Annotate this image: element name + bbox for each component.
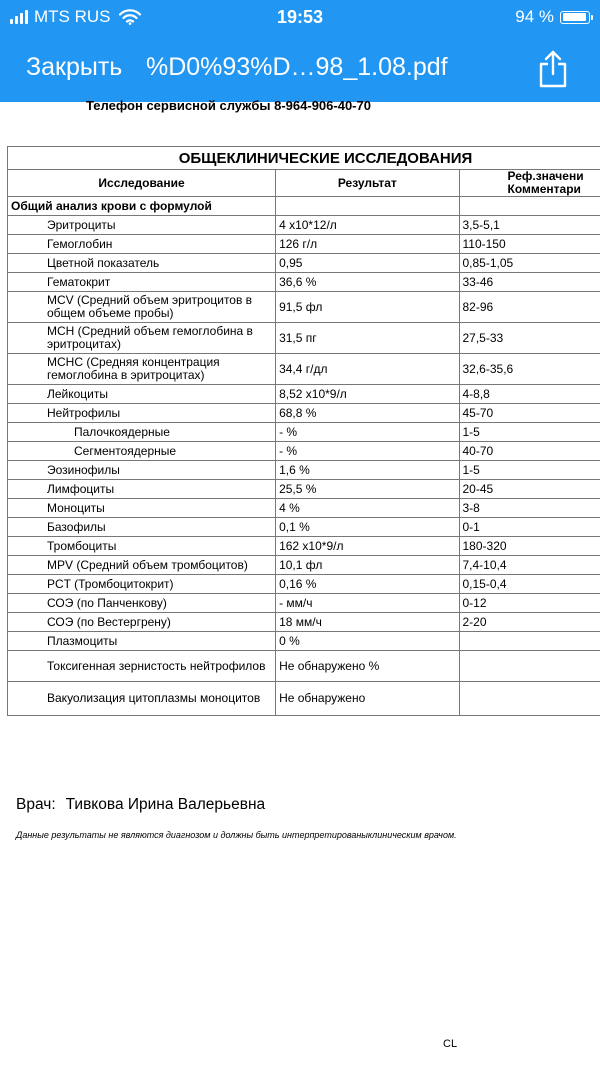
test-reference: 0-12	[459, 594, 600, 613]
test-name: СОЭ (по Панченкову)	[8, 594, 276, 613]
top-bar	[0, 0, 600, 102]
test-reference: 1-5	[459, 461, 600, 480]
battery-icon	[560, 11, 590, 24]
table-row	[8, 323, 600, 354]
test-name: Базофилы	[8, 518, 276, 537]
test-result: 0 %	[276, 632, 459, 651]
test-name: Плазмоциты	[8, 632, 276, 651]
test-name: Моноциты	[8, 499, 276, 518]
document-title: %D0%93%D…98_1.08.pdf	[146, 53, 448, 81]
test-name: Цветной показатель	[8, 254, 276, 273]
test-reference: 32,6-35,6	[459, 354, 600, 385]
table-row	[8, 556, 600, 575]
table-row	[8, 423, 600, 442]
header-ref-line1: Реф.значени	[507, 169, 584, 183]
header-test: Исследование	[8, 170, 276, 197]
clock: 19:53	[276, 7, 324, 27]
test-reference: 0-1	[459, 518, 600, 537]
table-row	[8, 613, 600, 632]
test-reference	[459, 632, 600, 651]
test-reference: 82-96	[459, 292, 600, 323]
section-title: Общий анализ крови с формулой	[8, 197, 276, 216]
header-result: Результат	[276, 170, 459, 197]
test-result: 1,6 %	[276, 461, 459, 480]
header-ref	[459, 170, 600, 197]
test-reference: 0,15-0,4	[459, 575, 600, 594]
test-name: Токсигенная зернистость нейтрофилов	[8, 651, 276, 682]
table-row	[8, 385, 600, 404]
test-result: 25,5 %	[276, 480, 459, 499]
test-reference: 0,85-1,05	[459, 254, 600, 273]
test-result: 10,1 фл	[276, 556, 459, 575]
table-row	[8, 537, 600, 556]
test-result: 0,95	[276, 254, 459, 273]
test-reference: 33-46	[459, 273, 600, 292]
test-name: Нейтрофилы	[8, 404, 276, 423]
table-row	[8, 235, 600, 254]
test-name: MPV (Средний объем тромбоцитов)	[8, 556, 276, 575]
doctor-name: Тивкова Ирина Валерьевна	[65, 796, 266, 813]
test-reference: 2-20	[459, 613, 600, 632]
test-reference: 3,5-5,1	[459, 216, 600, 235]
table-row	[8, 518, 600, 537]
table-row	[8, 461, 600, 480]
test-result: Не обнаружено %	[276, 651, 459, 682]
table-row	[8, 442, 600, 461]
test-name: Гемоглобин	[8, 235, 276, 254]
pdf-page[interactable]	[0, 98, 600, 1066]
test-name: СОЭ (по Вестергрену)	[8, 613, 276, 632]
test-result: 0,16 %	[276, 575, 459, 594]
test-result: Не обнаружено	[276, 682, 459, 716]
header-ref-line2: Комментари	[507, 182, 581, 196]
results-table	[7, 146, 600, 716]
doctor-label: Врач:	[16, 796, 56, 813]
test-result: 162 x10*9/л	[276, 537, 459, 556]
battery-percent: 94 %	[515, 7, 554, 26]
test-name: Вакуолизация цитоплазмы моноцитов	[8, 682, 276, 716]
disclaimer: Данные результаты не являются диагнозом и должны быть интерпретированыклиническим врачом.	[16, 830, 457, 840]
results-rows	[8, 216, 600, 716]
test-result: 31,5 пг	[276, 323, 459, 354]
test-reference: 1-5	[459, 423, 600, 442]
test-name: Лейкоциты	[8, 385, 276, 404]
carrier-label: MTS RUS	[34, 7, 111, 26]
test-reference: 4-8,8	[459, 385, 600, 404]
table-row	[8, 216, 600, 235]
test-result: 126 г/л	[276, 235, 459, 254]
table-row	[8, 292, 600, 323]
table-title: ОБЩЕКЛИНИЧЕСКИЕ ИССЛЕДОВАНИЯ	[8, 147, 600, 170]
test-result: 4 x10*12/л	[276, 216, 459, 235]
test-name: Эритроциты	[8, 216, 276, 235]
test-reference: 27,5-33	[459, 323, 600, 354]
table-row	[8, 404, 600, 423]
table-row	[8, 682, 600, 716]
test-reference: 110-150	[459, 235, 600, 254]
table-row	[8, 632, 600, 651]
test-name: MCHC (Средняя концентрация гемоглобина в эритроцитах)	[8, 354, 276, 385]
test-reference: 20-45	[459, 480, 600, 499]
navigation-bar	[0, 40, 600, 96]
test-name: Тромбоциты	[8, 537, 276, 556]
battery-fill	[563, 13, 587, 21]
doctor-line	[16, 796, 265, 814]
test-reference: 3-8	[459, 499, 600, 518]
test-result: 0,1 %	[276, 518, 459, 537]
test-result: 91,5 фл	[276, 292, 459, 323]
test-result: 36,6 %	[276, 273, 459, 292]
test-name: Сегментоядерные	[8, 442, 276, 461]
table-row	[8, 254, 600, 273]
table-row	[8, 354, 600, 385]
test-result: - мм/ч	[276, 594, 459, 613]
test-name: Гематокрит	[8, 273, 276, 292]
share-icon[interactable]	[536, 50, 570, 88]
table-row	[8, 273, 600, 292]
status-bar	[0, 0, 600, 36]
test-name: MCV (Средний объем эритроцитов в общем объеме пробы)	[8, 292, 276, 323]
table-row	[8, 499, 600, 518]
test-reference	[459, 651, 600, 682]
test-reference: 40-70	[459, 442, 600, 461]
test-reference: 7,4-10,4	[459, 556, 600, 575]
test-name: PCT (Тромбоцитокрит)	[8, 575, 276, 594]
test-name: Палочкоядерные	[8, 423, 276, 442]
close-button[interactable]: Закрыть	[26, 53, 123, 81]
test-name: Лимфоциты	[8, 480, 276, 499]
footer-code: CL	[443, 1038, 458, 1050]
test-name: MCH (Средний объем гемоглобина в эритроцитах)	[8, 323, 276, 354]
test-result: 4 %	[276, 499, 459, 518]
test-reference: 45-70	[459, 404, 600, 423]
table-row	[8, 480, 600, 499]
test-reference	[459, 682, 600, 716]
test-result: 18 мм/ч	[276, 613, 459, 632]
test-result: - %	[276, 423, 459, 442]
test-result: 68,8 %	[276, 404, 459, 423]
table-row	[8, 575, 600, 594]
test-name: Эозинофилы	[8, 461, 276, 480]
table-row	[8, 651, 600, 682]
test-result: 34,4 г/дл	[276, 354, 459, 385]
test-reference: 180-320	[459, 537, 600, 556]
test-result: - %	[276, 442, 459, 461]
test-result: 8,52 x10*9/л	[276, 385, 459, 404]
table-row	[8, 594, 600, 613]
service-phone: Телефон сервисной службы 8-964-906-40-70	[86, 98, 371, 113]
